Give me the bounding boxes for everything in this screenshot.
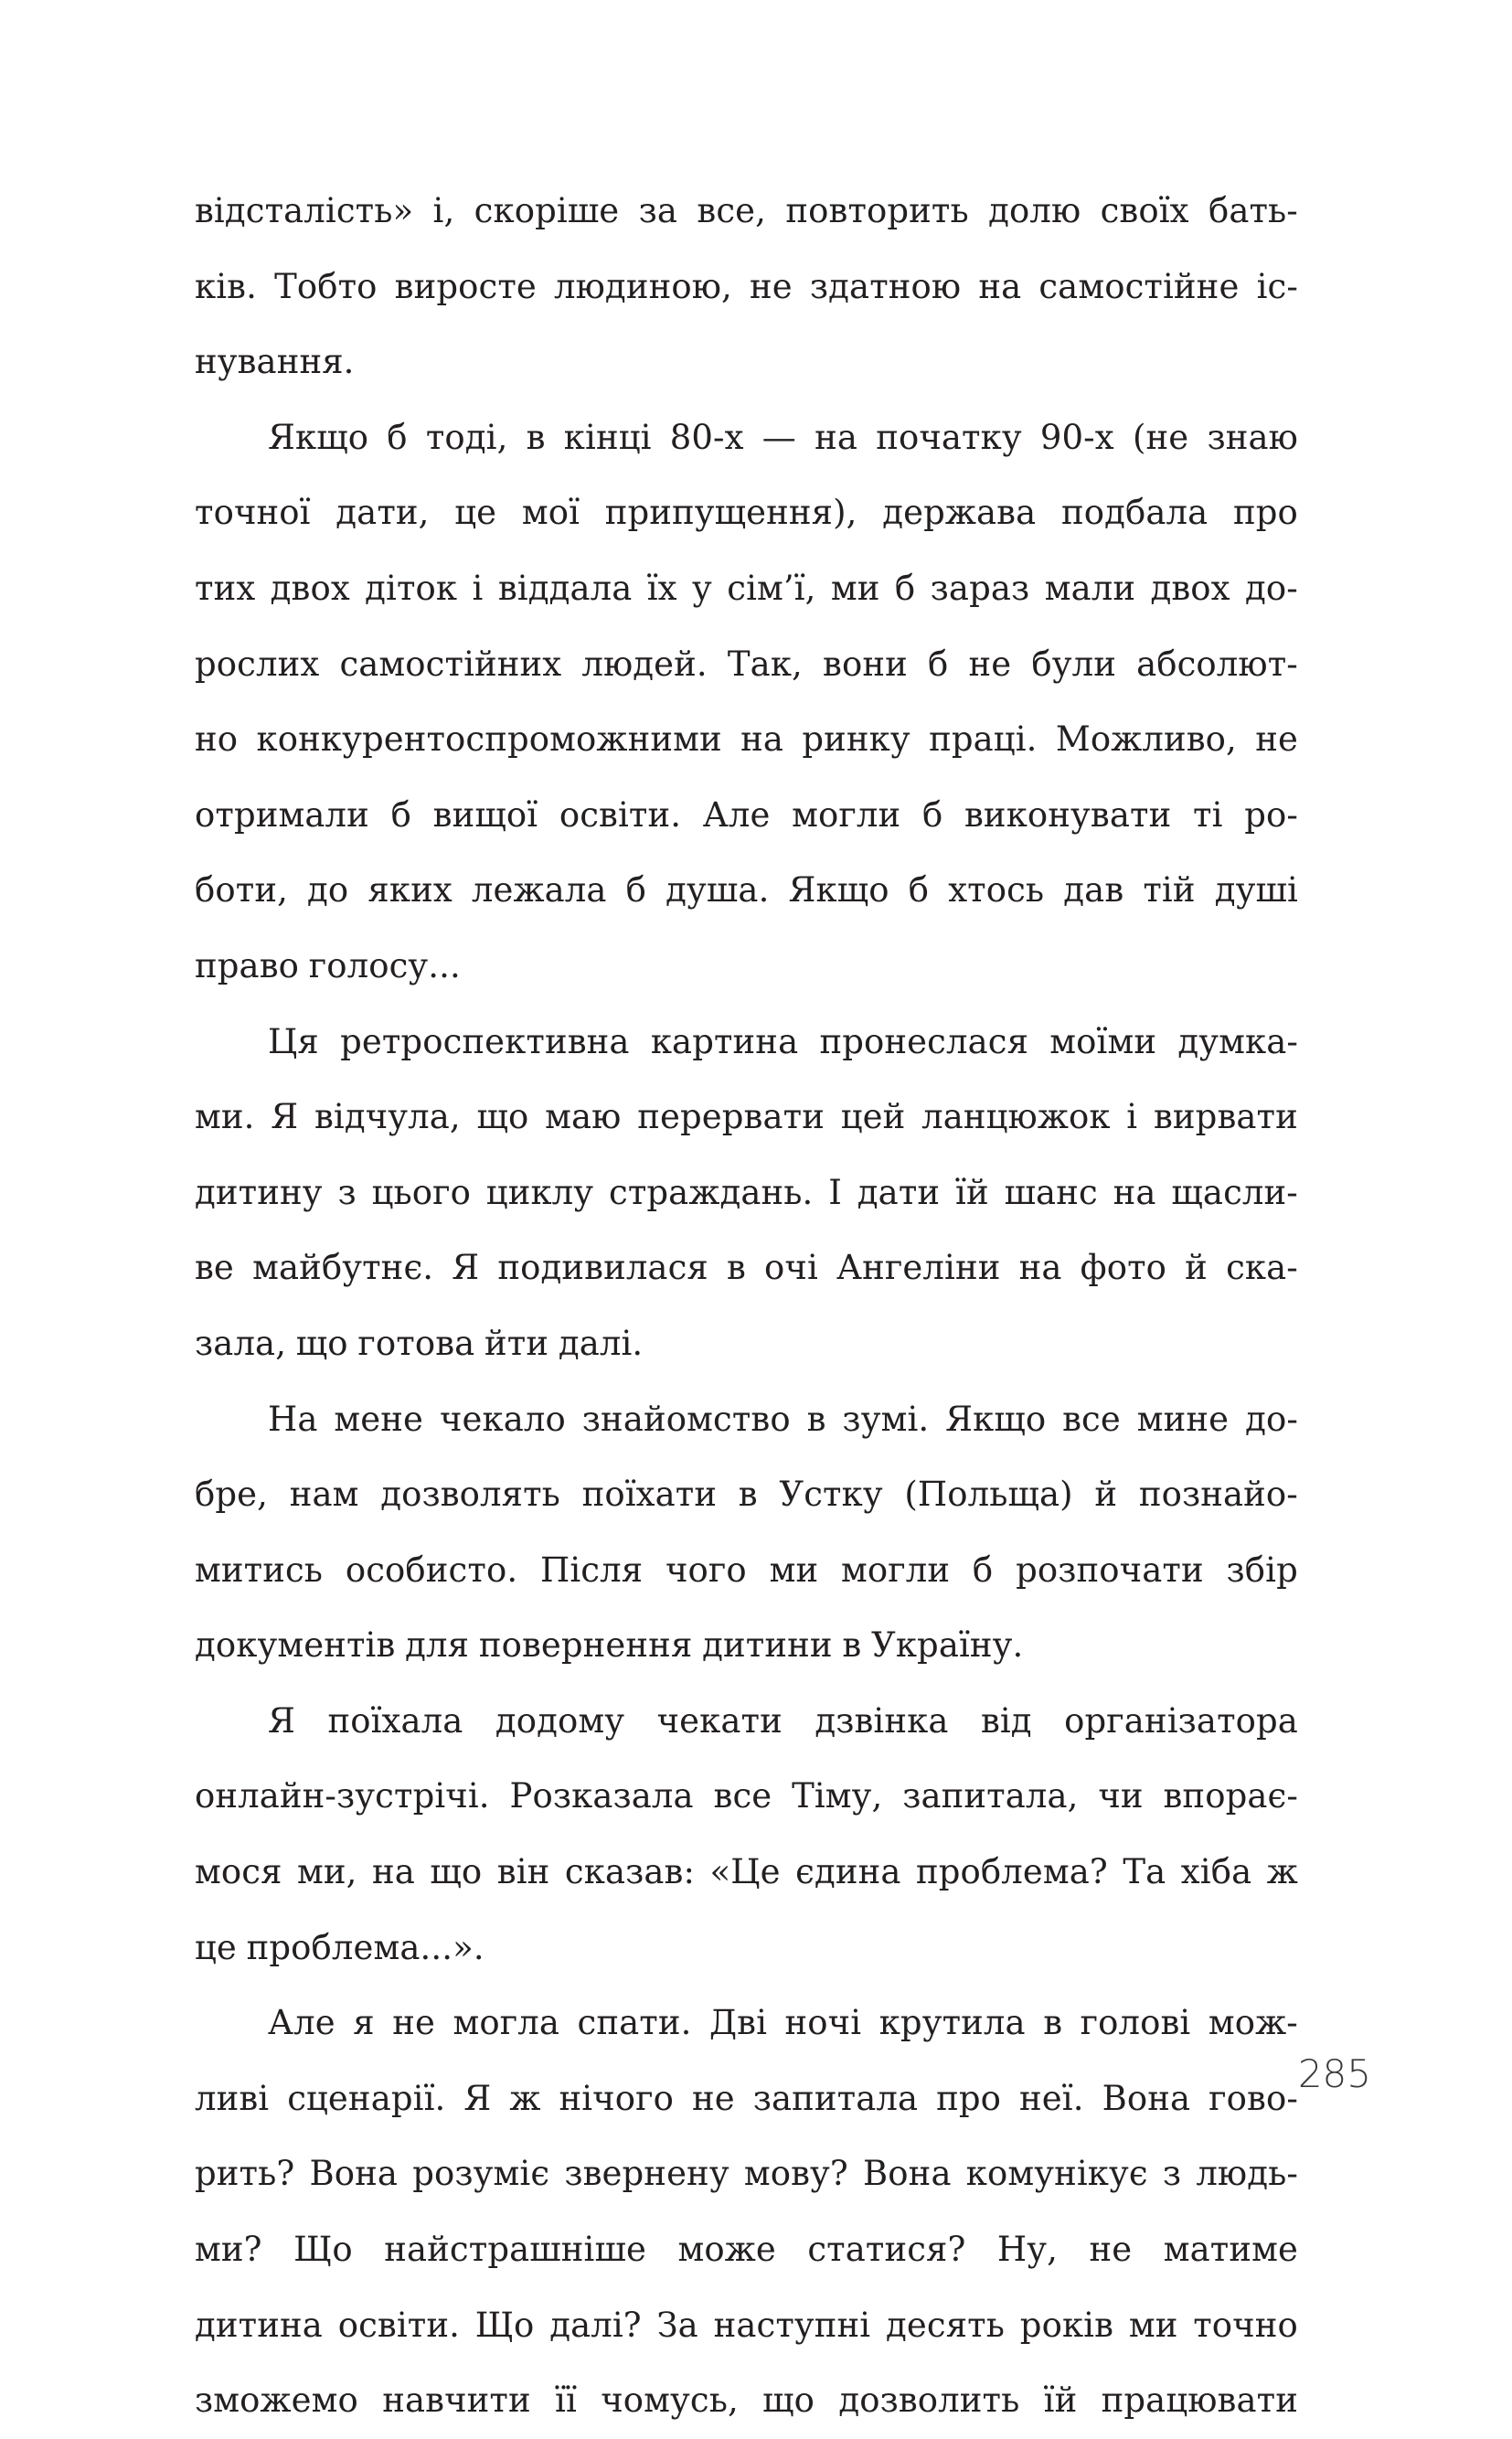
word: були xyxy=(1031,644,1116,684)
word: — xyxy=(761,417,796,457)
word: навчити xyxy=(382,2380,531,2421)
word: На xyxy=(268,1399,318,1439)
word: хтось xyxy=(948,870,1045,911)
word: «Це xyxy=(709,1852,781,1892)
word: самостійне xyxy=(1038,266,1240,306)
word: нам xyxy=(289,1475,359,1515)
word: цього xyxy=(371,1172,471,1212)
word: онлайн-зустрічі. xyxy=(195,1776,490,1816)
word: в xyxy=(526,417,546,457)
word: він xyxy=(496,1852,550,1892)
word: своїх xyxy=(1100,191,1189,230)
word: чекало xyxy=(439,1399,566,1439)
text-line xyxy=(195,627,1298,703)
word: ливі xyxy=(195,2078,270,2118)
word: звернену xyxy=(564,2154,729,2194)
word: дитину xyxy=(195,1172,323,1212)
text-line xyxy=(195,2061,1298,2137)
word: розпочати xyxy=(1016,1550,1204,1590)
word: ве xyxy=(195,1248,234,1288)
word: дав xyxy=(1063,870,1124,911)
word: збір xyxy=(1226,1550,1298,1590)
word: на xyxy=(372,1852,415,1892)
word: ж xyxy=(1266,1852,1298,1892)
word: проблема...». xyxy=(246,1927,484,1967)
word: (не xyxy=(1132,417,1189,457)
word: не xyxy=(691,2078,735,2118)
word: Вона xyxy=(863,2154,952,2194)
text-line xyxy=(195,250,1298,325)
word: в xyxy=(1043,2003,1063,2043)
word: це xyxy=(454,493,497,533)
word: голосу... xyxy=(308,945,461,985)
word: зумі. xyxy=(842,1399,930,1439)
text-line xyxy=(195,853,1298,929)
word: Я xyxy=(463,2078,492,2118)
text-line xyxy=(195,400,1298,476)
word: віддала xyxy=(497,568,633,608)
word: сім’ї, xyxy=(727,568,816,608)
word: мали xyxy=(1044,568,1136,608)
word: дзвінка xyxy=(815,1700,949,1741)
word: абсолют- xyxy=(1136,644,1298,684)
text-line xyxy=(195,929,1298,1005)
word: б xyxy=(972,1550,994,1590)
word: дозволить xyxy=(838,2380,1020,2421)
word: мож- xyxy=(1208,2003,1298,2043)
word: крутила xyxy=(878,2003,1026,2043)
word: могли xyxy=(792,794,901,835)
word: но xyxy=(195,719,239,760)
word: тій xyxy=(1143,870,1196,911)
word: років xyxy=(1019,2305,1114,2345)
word: майбутнє. xyxy=(252,1248,434,1288)
word: ретроспективна xyxy=(340,1021,630,1061)
text-line xyxy=(195,2288,1298,2364)
word: Дві xyxy=(708,2003,768,2043)
word: рослих xyxy=(195,644,320,684)
text-line xyxy=(195,1457,1298,1533)
text-line xyxy=(195,2212,1298,2288)
word: Я xyxy=(452,1248,480,1288)
word: б xyxy=(390,794,411,835)
word: за xyxy=(638,191,678,230)
word: Та xyxy=(1123,1852,1166,1892)
word: виросте xyxy=(394,266,537,306)
word: діток xyxy=(365,568,458,608)
word: що xyxy=(762,2380,815,2421)
word: подбала xyxy=(1060,493,1209,533)
text-line xyxy=(195,1005,1298,1081)
word: з xyxy=(337,1172,357,1212)
word: праці. xyxy=(929,719,1038,760)
word: в xyxy=(738,1475,758,1515)
word: людей. xyxy=(581,644,708,684)
word: Що xyxy=(293,2230,353,2270)
word: в xyxy=(842,1625,862,1666)
word: І xyxy=(828,1172,842,1212)
word: повернення xyxy=(478,1625,693,1666)
word: запитала xyxy=(752,2078,919,2118)
word: ми? xyxy=(195,2230,262,2270)
word: поїхала xyxy=(327,1700,463,1741)
word: тоді, xyxy=(425,417,508,457)
word: Але xyxy=(702,794,771,835)
word: все, xyxy=(697,191,767,230)
word: Але xyxy=(268,2003,335,2043)
word: ків. xyxy=(195,266,257,306)
word: бре, xyxy=(195,1475,269,1515)
word: ті xyxy=(1193,794,1223,835)
word: і xyxy=(1126,1097,1138,1137)
word: не xyxy=(392,2003,435,2043)
word: вищої xyxy=(432,794,538,835)
word: тих xyxy=(195,568,256,608)
word: матиме xyxy=(1163,2230,1298,2270)
word: нічого xyxy=(559,2078,674,2118)
word: Ангеліни xyxy=(836,1248,1001,1288)
word: на xyxy=(978,266,1022,306)
word: ми, xyxy=(297,1852,357,1892)
word: За xyxy=(656,2305,698,2345)
word: 80-х xyxy=(669,417,744,457)
word: все xyxy=(1062,1399,1121,1439)
word: Якщо xyxy=(788,870,889,911)
word: моїми xyxy=(1049,1021,1157,1061)
word: Я xyxy=(271,1097,299,1137)
word: документів xyxy=(195,1625,396,1666)
word: ми xyxy=(830,568,880,608)
word: дозволять xyxy=(380,1475,560,1515)
word: рить? xyxy=(195,2154,295,2194)
text-line xyxy=(195,1911,1298,1986)
word: ми xyxy=(1128,2305,1178,2345)
word: неї. xyxy=(1019,2078,1084,2118)
word: чекати xyxy=(656,1700,783,1741)
word: до- xyxy=(1245,1399,1298,1439)
word: б xyxy=(625,870,647,911)
word: душі xyxy=(1214,870,1298,911)
word: працювати xyxy=(1101,2380,1298,2421)
word: Тіму, xyxy=(792,1776,883,1816)
word: спати. xyxy=(577,2003,692,2043)
word: дати, xyxy=(335,493,430,533)
word: повторить xyxy=(785,191,969,230)
text-line xyxy=(195,778,1298,854)
word: все xyxy=(713,1776,772,1816)
word: виконувати xyxy=(964,794,1172,835)
word: єдина xyxy=(795,1852,901,1892)
word: здатною xyxy=(809,266,962,306)
word: хіба xyxy=(1180,1852,1252,1892)
word: зала, xyxy=(195,1323,287,1363)
word: Після xyxy=(539,1550,644,1590)
word: далі? xyxy=(549,2305,642,2345)
word: знайомство xyxy=(581,1399,791,1439)
word: дитина xyxy=(195,2305,323,2345)
word: мене xyxy=(334,1399,424,1439)
word: я xyxy=(353,2003,375,2043)
word: голові xyxy=(1080,2003,1191,2043)
word: зараз xyxy=(930,568,1030,608)
word: кінці xyxy=(563,417,652,457)
word: зможемо xyxy=(195,2380,358,2421)
word: ринку xyxy=(802,719,910,760)
word: могла xyxy=(453,2003,560,2043)
word: боти, xyxy=(195,870,288,911)
word: наступні xyxy=(713,2305,871,2345)
text-line xyxy=(195,1684,1298,1760)
word: освіти. xyxy=(337,2305,460,2345)
word: Устку xyxy=(779,1475,883,1515)
text-line xyxy=(195,2136,1298,2212)
text-line xyxy=(195,1986,1298,2061)
word: вони xyxy=(823,644,908,684)
word: про xyxy=(1233,493,1298,533)
word: митись xyxy=(195,1550,324,1590)
text-line xyxy=(195,1533,1298,1609)
word: не xyxy=(968,644,1012,684)
word: двох xyxy=(270,568,350,608)
word: від xyxy=(980,1700,1032,1741)
word: душа. xyxy=(665,870,770,911)
word: на xyxy=(815,417,857,457)
text-line xyxy=(195,1306,1298,1382)
word: дитини xyxy=(702,1625,833,1666)
word: конкурентоспроможними xyxy=(256,719,722,760)
word: сценарії. xyxy=(287,2078,446,2118)
word: особисто. xyxy=(345,1550,518,1590)
word: ночі xyxy=(784,2003,862,2043)
word: що xyxy=(430,1852,483,1892)
word: мося xyxy=(195,1852,282,1892)
word: б xyxy=(908,870,930,911)
word: їй xyxy=(955,1172,989,1212)
word: пронеслася xyxy=(819,1021,1029,1061)
word: лежала xyxy=(471,870,607,911)
word: мої xyxy=(521,493,580,533)
word: б xyxy=(927,644,949,684)
word: ми xyxy=(769,1550,819,1590)
word: про xyxy=(936,2078,1002,2118)
word: чи xyxy=(1098,1776,1144,1816)
word: на xyxy=(1018,1248,1062,1288)
word: на xyxy=(740,719,783,760)
word: точної xyxy=(195,493,311,533)
word: могли xyxy=(841,1550,951,1590)
word: держава xyxy=(882,493,1037,533)
word: додому xyxy=(495,1700,625,1741)
text-line xyxy=(195,1608,1298,1684)
word: вирвати xyxy=(1153,1097,1298,1137)
word: 90-х xyxy=(1039,417,1114,457)
word: відчула, xyxy=(314,1097,461,1137)
word: до xyxy=(307,870,349,911)
word: припущення), xyxy=(604,493,857,533)
word: не xyxy=(1089,2230,1133,2270)
word: проблема? xyxy=(916,1852,1108,1892)
word: з xyxy=(1162,2154,1182,2194)
word: Що xyxy=(474,2305,535,2345)
word: Тобто xyxy=(274,266,378,306)
word: Ну, xyxy=(996,2230,1059,2270)
text-line xyxy=(195,2363,1298,2439)
word: б xyxy=(894,568,916,608)
word: точно xyxy=(1193,2305,1298,2345)
word: в xyxy=(806,1399,826,1439)
body-text xyxy=(195,174,1298,2439)
word: думка- xyxy=(1177,1021,1298,1061)
word: й xyxy=(1094,1475,1118,1515)
word: познайо- xyxy=(1138,1475,1298,1515)
word: ми. xyxy=(195,1097,255,1137)
word: у xyxy=(692,568,712,608)
word: ро- xyxy=(1244,794,1298,835)
word: їх xyxy=(646,568,677,608)
word: мову? xyxy=(743,2154,848,2194)
word: долю xyxy=(988,191,1081,230)
word: не xyxy=(1255,719,1298,760)
word: маю xyxy=(545,1097,622,1137)
word: йти xyxy=(484,1323,549,1363)
word: картина xyxy=(650,1021,799,1061)
text-line xyxy=(195,1759,1298,1835)
text-line xyxy=(195,1080,1298,1156)
word: початку xyxy=(876,417,1022,457)
word: Вона xyxy=(309,2154,399,2194)
word: і xyxy=(472,568,484,608)
word: десять xyxy=(886,2305,1005,2345)
word: цей xyxy=(840,1097,906,1137)
word: сказав: xyxy=(564,1852,696,1892)
word: нування. xyxy=(195,342,355,382)
word: й xyxy=(1185,1248,1208,1288)
word: яких xyxy=(367,870,453,911)
word: Якщо xyxy=(268,417,369,457)
word: чого xyxy=(665,1550,747,1590)
text-line xyxy=(195,551,1298,627)
word: розуміє xyxy=(412,2154,550,2194)
word: фото xyxy=(1080,1248,1167,1288)
word: щасли- xyxy=(1171,1172,1298,1212)
word: скоріше xyxy=(474,191,620,230)
word: що xyxy=(295,1323,348,1363)
word: найстрашніше xyxy=(384,2230,646,2270)
text-line xyxy=(195,174,1298,250)
word: перервати xyxy=(637,1097,825,1137)
page-number: 285 xyxy=(1297,2051,1371,2096)
word: для xyxy=(405,1625,470,1666)
word: Якщо xyxy=(945,1399,1047,1439)
text-line xyxy=(195,702,1298,778)
word: освіти. xyxy=(559,794,682,835)
text-line xyxy=(195,1835,1298,1911)
word: і, xyxy=(432,191,455,230)
word: поїхати xyxy=(581,1475,718,1515)
word: на xyxy=(1113,1172,1156,1212)
text-line xyxy=(195,475,1298,551)
word: (Польща) xyxy=(904,1475,1073,1515)
word: циклу xyxy=(485,1172,594,1212)
text-line xyxy=(195,1382,1298,1458)
word: готова xyxy=(357,1323,475,1363)
word: людь- xyxy=(1196,2154,1298,2194)
word: страждань. xyxy=(609,1172,814,1212)
word: що xyxy=(476,1097,529,1137)
word: Україну. xyxy=(870,1625,1024,1666)
word: отримали xyxy=(195,794,369,835)
text-line xyxy=(195,1156,1298,1231)
word: не xyxy=(750,266,793,306)
word: організатора xyxy=(1064,1700,1298,1741)
word: далі. xyxy=(558,1323,644,1363)
word: може xyxy=(677,2230,776,2270)
word: очі xyxy=(764,1248,818,1288)
word: це xyxy=(195,1927,237,1967)
text-line xyxy=(195,325,1298,400)
word: Ця xyxy=(268,1021,319,1061)
word: її xyxy=(555,2380,577,2421)
word: комунікує xyxy=(965,2154,1148,2194)
word: запитала, xyxy=(902,1776,1079,1816)
word: Можливо, xyxy=(1055,719,1237,760)
word: до- xyxy=(1244,568,1298,608)
word: статися? xyxy=(807,2230,966,2270)
word: людиною, xyxy=(554,266,732,306)
word: бать- xyxy=(1208,191,1298,230)
word: б xyxy=(921,794,943,835)
word: відсталість» xyxy=(195,191,414,230)
word: гово- xyxy=(1209,2078,1298,2118)
word: двох xyxy=(1150,568,1230,608)
word: чомусь, xyxy=(601,2380,739,2421)
word: впорає- xyxy=(1163,1776,1298,1816)
word: Так, xyxy=(727,644,803,684)
word: іс- xyxy=(1256,266,1298,306)
text-line xyxy=(195,1230,1298,1306)
word: б xyxy=(387,417,408,457)
word: в xyxy=(726,1248,746,1288)
word: подивилася xyxy=(497,1248,708,1288)
word: їй xyxy=(1043,2380,1078,2421)
word: знаю xyxy=(1207,417,1298,457)
word: ж xyxy=(509,2078,541,2118)
word: Я xyxy=(268,1700,295,1741)
word: шанс xyxy=(1004,1172,1098,1212)
word: Розказала xyxy=(509,1776,694,1816)
word: ска- xyxy=(1226,1248,1298,1288)
word: ланцюжок xyxy=(921,1097,1111,1137)
word: право xyxy=(195,945,300,985)
word: дати xyxy=(857,1172,941,1212)
word: мине xyxy=(1136,1399,1230,1439)
word: Вона xyxy=(1102,2078,1191,2118)
word: самостійних xyxy=(339,644,562,684)
